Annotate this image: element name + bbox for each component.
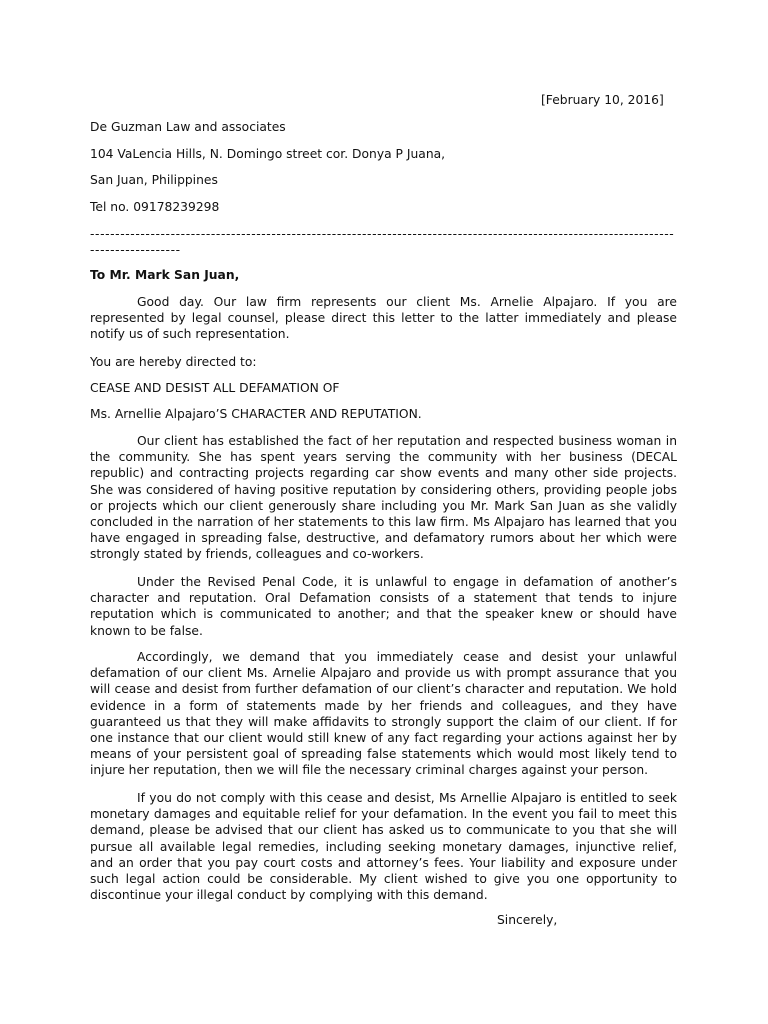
body-paragraph-2: Under the Revised Penal Code, it is unlawful to engage in defamation of another’s character and reputation. Oral Defamation consists of a statement that tends to injure reputation which is communicated to another; and that the speaker knew or should have known to be false.: [90, 575, 677, 638]
body-paragraph-3: Accordingly, we demand that you immediately cease and desist your unlawful defamation of our client Ms. Arnelie Alpajaro and provide us with prompt assurance that you will cease and desist from further defamation of our client’s character and reputation. We hold evidence in a form of statements made by her friends and colleagues, and they have guaranteed us that they will make affidavits to strongly support the claim of our client. If for one instance that our client would still knew of any fact regarding your actions against her by means of your persistent goal of spreading false statements which would most likely tend to injure her reputation, then we will file the necessary criminal charges against your person.: [90, 650, 677, 778]
intro-paragraph: Good day. Our law firm represents our client Ms. Arnelie Alpajaro. If you are represented by legal counsel, please direct this letter to the latter immediately and please notify us of such representation.: [90, 295, 677, 342]
demand-line-1: CEASE AND DESIST ALL DEFAMATION OF: [90, 381, 340, 395]
salutation: To Mr. Mark San Juan,: [90, 268, 240, 282]
body-paragraph-4: If you do not comply with this cease and desist, Ms Arnellie Alpajaro is entitled to seek monetary damages and equitable relief for your defamation. In the event you fail to meet this demand, please be advised that our client has asked us to communicate to you that she will pursue all available legal remedies, including seeking monetary damages, injunctive relief, and an order that you pay court costs and attorney’s fees. Your liability and exposure under such legal action could be considerable. My client wished to give you one opportunity to discontinue your illegal conduct by complying with this demand.: [90, 791, 677, 903]
body-paragraph-1: Our client has established the fact of her reputation and respected business woman in the community. She has spent years serving the community with her business (DECAL republic) and contracting projects regarding car show events and many other side projects. She was considered of having positive reputation by considering others, providing people jobs or projects which our client generously share including you Mr. Mark San Juan as she validly concluded in the narration of her statements to this law firm. Ms Alpajaro has learned that you have engaged in spreading false, destructive, and defamatory rumors about her which were strongly stated by friends, colleagues and co-workers.: [90, 434, 677, 562]
address-line-2: San Juan, Philippines: [90, 173, 218, 187]
address-line-1: 104 VaLencia Hills, N. Domingo street cor. Donya P Juana,: [90, 147, 446, 161]
closing: Sincerely,: [497, 913, 558, 927]
demand-line-2: Ms. Arnellie Alpajaro’S CHARACTER AND REPUTATION.: [90, 407, 422, 421]
directive-line: You are hereby directed to:: [90, 355, 257, 369]
telephone: Tel no. 09178239298: [90, 200, 220, 214]
letter-date: [February 10, 2016]: [541, 93, 664, 107]
firm-name: De Guzman Law and associates: [90, 120, 286, 134]
divider-line: --------------------------------------------------------------------------------------------------------------------------------------: [90, 227, 675, 257]
